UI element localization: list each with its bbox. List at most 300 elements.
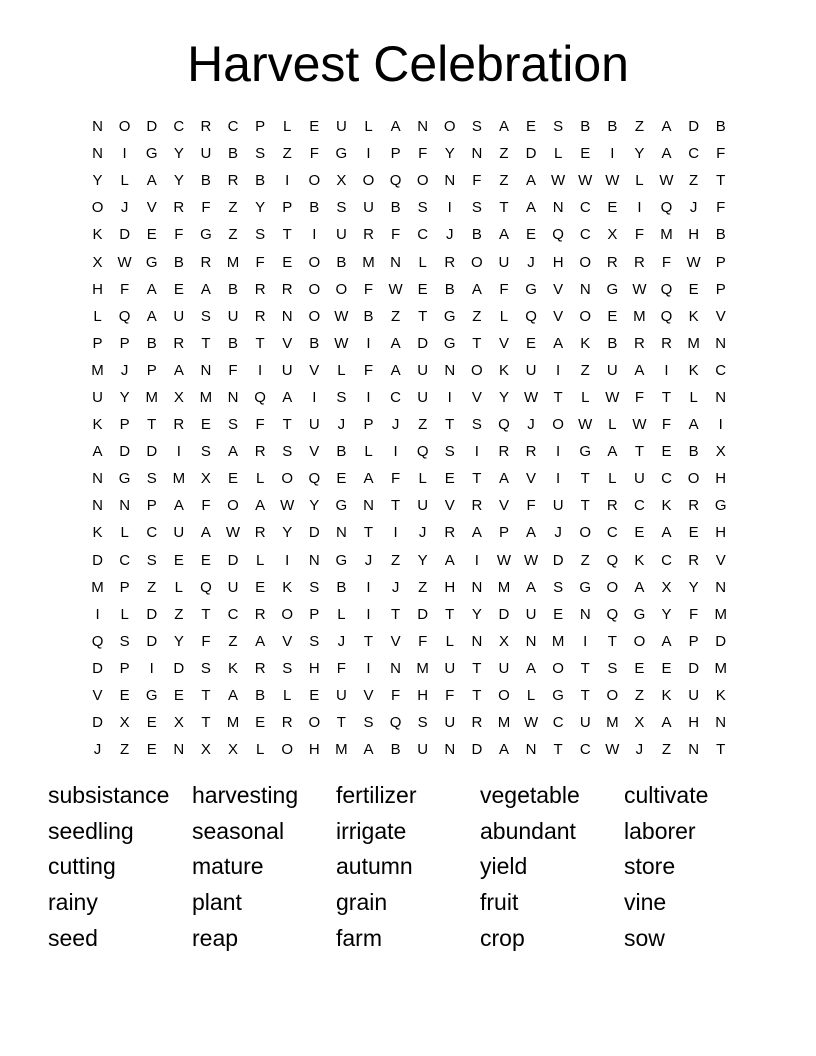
grid-letter: G: [714, 497, 727, 515]
grid-letter: H: [715, 470, 727, 488]
grid-letter: L: [120, 172, 129, 190]
grid-letter: D: [173, 659, 185, 677]
grid-letter: O: [281, 605, 294, 623]
grid-letter: N: [308, 551, 320, 569]
grid-letter: L: [120, 605, 129, 623]
grid-letter: S: [309, 632, 320, 650]
grid-letter: I: [556, 470, 561, 488]
grid-row: [84, 330, 734, 357]
grid-letter: C: [634, 497, 645, 515]
grid-letter: F: [418, 632, 428, 650]
grid-letter: X: [92, 253, 103, 271]
grid-letter: I: [149, 659, 154, 677]
grid-letter: Q: [660, 199, 673, 217]
word-bank-item: crop: [480, 924, 525, 951]
grid-letter: E: [173, 280, 184, 298]
grid-letter: U: [227, 578, 239, 596]
grid-letter: U: [200, 145, 212, 163]
grid-letter: Z: [472, 307, 482, 325]
grid-letter: L: [337, 361, 346, 379]
grid-letter: S: [282, 443, 293, 461]
grid-letter: A: [228, 443, 239, 461]
grid-letter: I: [474, 551, 479, 569]
grid-letter: L: [283, 118, 292, 136]
grid-letter: N: [363, 497, 374, 515]
grid-letter: F: [336, 659, 346, 677]
grid-letter: W: [523, 714, 539, 732]
grid-letter: Z: [228, 632, 238, 650]
grid-letter: W: [605, 172, 620, 190]
grid-letter: U: [335, 226, 347, 244]
grid-letter: M: [633, 307, 646, 325]
grid-letter: F: [309, 145, 319, 163]
word-bank-item: harvesting: [192, 782, 299, 808]
grid-letter: O: [579, 253, 592, 271]
grid-letter: L: [255, 741, 265, 759]
grid-letter: W: [117, 253, 132, 271]
grid-letter: S: [471, 199, 482, 217]
grid-letter: O: [416, 172, 429, 190]
grid-letter: W: [496, 551, 512, 569]
grid-letter: N: [444, 361, 456, 379]
grid-letter: A: [661, 145, 672, 163]
grid-letter: C: [579, 226, 591, 244]
grid-letter: W: [225, 524, 241, 542]
grid-letter: R: [606, 497, 618, 515]
grid-letter: S: [336, 199, 347, 217]
grid-letter: P: [715, 280, 726, 298]
grid-letter: L: [526, 687, 536, 705]
grid-letter: T: [716, 741, 726, 759]
grid-letter: A: [390, 334, 401, 352]
grid-letter: F: [120, 280, 130, 298]
grid-letter: F: [390, 470, 401, 488]
grid-letter: I: [366, 659, 371, 677]
word-bank: [48, 777, 768, 955]
grid-letter: K: [661, 687, 672, 705]
grid-letter: O: [227, 497, 239, 515]
grid-letter: R: [200, 118, 212, 136]
grid-letter: P: [363, 416, 374, 434]
grid-letter: T: [472, 334, 482, 352]
grid-letter: C: [173, 118, 185, 136]
grid-letter: W: [334, 334, 349, 352]
grid-letter: E: [200, 416, 211, 434]
grid-letter: D: [525, 145, 537, 163]
grid-letter: C: [715, 361, 727, 379]
grid-letter: E: [336, 470, 347, 488]
grid-letter: Q: [389, 172, 402, 190]
grid-letter: T: [499, 199, 509, 217]
grid-letter: M: [687, 334, 700, 352]
grid-letter: G: [579, 578, 592, 596]
grid-letter: Q: [254, 388, 266, 406]
grid-letter: R: [173, 416, 185, 434]
grid-letter: P: [146, 361, 157, 379]
word-bank-item: rainy: [48, 889, 98, 916]
grid-letter: J: [527, 253, 535, 271]
grid-letter: D: [688, 118, 700, 136]
grid-letter: L: [608, 416, 617, 434]
grid-letter: T: [201, 334, 211, 352]
grid-letter: K: [688, 307, 699, 325]
grid-letter: A: [471, 280, 482, 298]
grid-letter: S: [200, 659, 211, 677]
grid-letter: B: [444, 280, 455, 298]
grid-letter: O: [281, 741, 294, 759]
grid-letter: G: [335, 497, 348, 515]
grid-letter: F: [201, 199, 211, 217]
grid-letter: R: [634, 253, 645, 271]
grid-letter: K: [688, 361, 699, 379]
grid-letter: N: [715, 714, 727, 732]
grid-letter: T: [580, 470, 590, 488]
grid-letter: X: [607, 226, 618, 244]
grid-letter: K: [498, 361, 509, 379]
grid-letter: U: [335, 118, 347, 136]
grid-letter: A: [228, 687, 239, 705]
grid-letter: A: [498, 118, 509, 136]
grid-letter: U: [444, 659, 456, 677]
grid-letter: T: [255, 334, 265, 352]
grid-letter: F: [499, 280, 509, 298]
grid-letter: L: [445, 632, 454, 650]
grid-letter: Z: [390, 307, 401, 325]
grid-letter: L: [499, 307, 509, 325]
grid-letter: A: [526, 659, 537, 677]
grid-letter: V: [146, 199, 157, 217]
grid-letter: B: [228, 334, 239, 352]
grid-letter: G: [606, 280, 619, 298]
grid-letter: I: [366, 145, 371, 163]
grid-letter: S: [309, 578, 320, 596]
grid-letter: C: [688, 145, 700, 163]
grid-letter: F: [716, 199, 726, 217]
grid-letter: Z: [580, 551, 590, 569]
grid-letter: T: [472, 470, 482, 488]
grid-letter: M: [91, 578, 104, 596]
grid-letter: J: [120, 199, 129, 217]
grid-letter: E: [526, 226, 537, 244]
grid-letter: Z: [634, 687, 644, 705]
grid-letter: U: [498, 659, 510, 677]
grid-letter: T: [553, 388, 563, 406]
grid-row: [84, 357, 734, 384]
grid-letter: O: [308, 172, 321, 190]
grid-letter: T: [201, 687, 211, 705]
grid-row: [84, 492, 734, 519]
grid-letter: X: [336, 172, 347, 190]
grid-letter: V: [553, 307, 564, 325]
grid-letter: Q: [606, 551, 619, 569]
grid-letter: I: [637, 199, 642, 217]
grid-letter: S: [146, 470, 157, 488]
grid-letter: E: [200, 551, 211, 569]
grid-letter: S: [444, 443, 455, 461]
grid-letter: E: [309, 687, 320, 705]
grid-letter: Z: [147, 578, 157, 596]
grid-letter: D: [146, 118, 158, 136]
grid-letter: O: [471, 361, 483, 379]
grid-letter: C: [552, 714, 564, 732]
grid-letter: S: [363, 714, 374, 732]
grid-letter: N: [119, 497, 131, 515]
grid-letter: D: [119, 226, 131, 244]
grid-letter: H: [688, 226, 700, 244]
grid-letter: W: [605, 388, 620, 406]
grid-letter: D: [552, 551, 564, 569]
grid-letter: Z: [418, 416, 428, 434]
grid-letter: J: [446, 226, 454, 244]
grid-letter: T: [580, 497, 590, 515]
grid-row: [84, 167, 734, 194]
grid-letter: I: [556, 361, 561, 379]
grid-letter: W: [388, 280, 403, 298]
grid-letter: X: [119, 714, 130, 732]
grid-letter: Z: [228, 226, 238, 244]
grid-row: [84, 519, 734, 546]
grid-row: [84, 411, 734, 438]
grid-letter: C: [579, 199, 591, 217]
grid-letter: B: [255, 172, 266, 190]
grid-letter: E: [173, 551, 184, 569]
grid-letter: N: [200, 361, 212, 379]
grid-letter: F: [390, 226, 401, 244]
grid-letter: E: [228, 470, 239, 488]
grid-letter: T: [472, 687, 482, 705]
grid-letter: E: [444, 470, 455, 488]
grid-letter: F: [634, 226, 644, 244]
word-bank-item: vegetable: [480, 782, 580, 808]
grid-letter: A: [526, 172, 537, 190]
grid-letter: V: [715, 551, 726, 569]
grid-letter: L: [364, 118, 373, 136]
grid-row: [84, 194, 734, 221]
grid-letter: P: [255, 118, 266, 136]
grid-letter: R: [688, 551, 700, 569]
grid-letter: O: [91, 199, 104, 217]
grid-letter: R: [661, 334, 672, 352]
grid-letter: I: [312, 226, 317, 244]
word-bank-item: fertilizer: [336, 782, 417, 808]
grid-letter: C: [119, 551, 131, 569]
grid-letter: U: [606, 361, 618, 379]
grid-letter: L: [418, 470, 427, 488]
grid-letter: J: [337, 632, 346, 650]
grid-letter: N: [92, 145, 103, 163]
grid-letter: X: [228, 741, 239, 759]
grid-letter: P: [119, 416, 130, 434]
grid-letter: E: [688, 280, 699, 298]
grid-letter: F: [255, 416, 265, 434]
grid-letter: L: [255, 551, 265, 569]
grid-letter: P: [92, 334, 103, 352]
grid-letter: Q: [416, 443, 429, 461]
grid-letter: M: [335, 741, 348, 759]
grid-letter: R: [254, 443, 266, 461]
grid-row: [84, 438, 734, 465]
grid-letter: U: [227, 307, 239, 325]
grid-letter: A: [553, 334, 564, 352]
grid-letter: I: [393, 524, 398, 542]
grid-letter: U: [525, 361, 537, 379]
grid-letter: E: [661, 443, 672, 461]
grid-letter: T: [553, 741, 563, 759]
grid-letter: B: [228, 145, 239, 163]
grid-letter: O: [552, 659, 564, 677]
grid-letter: T: [418, 307, 428, 325]
grid-letter: O: [308, 280, 321, 298]
grid-letter: G: [335, 145, 348, 163]
grid-letter: G: [633, 605, 646, 623]
grid-letter: P: [119, 659, 130, 677]
grid-letter: I: [664, 361, 669, 379]
grid-letter: J: [635, 741, 644, 759]
grid-letter: R: [227, 172, 239, 190]
grid-letter: N: [92, 118, 103, 136]
grid-letter: P: [119, 334, 130, 352]
grid-letter: M: [91, 361, 104, 379]
grid-letter: G: [579, 443, 592, 461]
grid-letter: F: [472, 172, 482, 190]
grid-letter: A: [255, 632, 266, 650]
grid-letter: E: [146, 226, 157, 244]
grid-letter: Z: [689, 172, 699, 190]
grid-letter: D: [417, 334, 429, 352]
grid-letter: B: [309, 199, 320, 217]
grid-letter: R: [254, 605, 266, 623]
grid-letter: A: [146, 172, 157, 190]
grid-letter: C: [417, 226, 429, 244]
word-search-grid: [84, 113, 734, 763]
grid-letter: N: [335, 524, 347, 542]
grid-letter: T: [472, 659, 482, 677]
grid-letter: V: [498, 497, 509, 515]
grid-letter: Z: [661, 741, 672, 759]
grid-letter: P: [688, 632, 699, 650]
grid-letter: A: [92, 443, 103, 461]
grid-letter: A: [146, 280, 157, 298]
grid-row: [84, 248, 734, 275]
grid-letter: H: [308, 659, 320, 677]
grid-letter: S: [282, 659, 293, 677]
grid-letter: V: [498, 334, 509, 352]
grid-letter: Q: [498, 416, 510, 434]
grid-letter: E: [309, 118, 320, 136]
grid-letter: K: [282, 578, 293, 596]
grid-letter: S: [417, 714, 428, 732]
grid-letter: A: [444, 551, 455, 569]
grid-letter: T: [607, 632, 617, 650]
grid-letter: B: [688, 443, 699, 461]
grid-letter: G: [335, 551, 348, 569]
grid-letter: A: [146, 307, 157, 325]
grid-letter: A: [526, 578, 537, 596]
grid-letter: N: [525, 741, 537, 759]
grid-letter: N: [92, 497, 103, 515]
grid-letter: N: [92, 470, 103, 488]
word-bank-item: plant: [192, 889, 242, 916]
grid-letter: G: [145, 687, 158, 705]
grid-letter: C: [661, 470, 672, 488]
grid-letter: I: [122, 145, 127, 163]
word-bank-item: sow: [624, 924, 665, 951]
grid-letter: L: [581, 388, 590, 406]
grid-letter: R: [525, 443, 537, 461]
word-bank-item: mature: [192, 853, 264, 880]
grid-letter: T: [282, 226, 292, 244]
grid-letter: S: [417, 199, 428, 217]
grid-letter: M: [172, 470, 186, 488]
grid-letter: A: [390, 118, 401, 136]
grid-letter: I: [312, 388, 317, 406]
grid-letter: S: [146, 551, 157, 569]
grid-letter: L: [418, 253, 427, 271]
grid-letter: I: [610, 145, 615, 163]
grid-letter: V: [444, 497, 455, 515]
grid-letter: G: [118, 470, 131, 488]
grid-letter: M: [714, 659, 727, 677]
grid-letter: Z: [499, 172, 509, 190]
grid-letter: Y: [661, 605, 672, 623]
grid-letter: H: [308, 741, 320, 759]
grid-letter: W: [578, 416, 593, 434]
grid-letter: A: [173, 497, 184, 515]
grid-row: [84, 303, 734, 330]
grid-letter: F: [661, 253, 672, 271]
grid-letter: J: [120, 361, 129, 379]
grid-letter: E: [119, 687, 130, 705]
grid-row: [84, 655, 734, 682]
grid-letter: X: [200, 470, 211, 488]
page-title: Harvest Celebration: [187, 36, 629, 92]
grid-letter: R: [254, 307, 266, 325]
grid-letter: X: [715, 443, 726, 461]
grid-letter: B: [146, 334, 157, 352]
grid-letter: S: [119, 632, 130, 650]
grid-letter: K: [92, 416, 103, 434]
grid-letter: N: [579, 605, 591, 623]
grid-letter: B: [309, 334, 320, 352]
grid-letter: V: [282, 632, 293, 650]
grid-letter: X: [498, 632, 509, 650]
grid-letter: L: [689, 388, 698, 406]
grid-letter: E: [146, 741, 157, 759]
grid-letter: H: [688, 714, 700, 732]
grid-letter: W: [334, 307, 349, 325]
grid-row: [84, 384, 734, 411]
grid-letter: C: [579, 741, 591, 759]
grid-letter: L: [93, 307, 102, 325]
grid-letter: T: [363, 632, 374, 650]
word-bank-item: subsistance: [48, 782, 170, 808]
grid-letter: D: [471, 741, 483, 759]
grid-letter: I: [95, 605, 100, 623]
grid-row: [84, 736, 734, 763]
grid-letter: K: [715, 687, 726, 705]
grid-letter: F: [390, 687, 401, 705]
grid-letter: A: [526, 199, 537, 217]
grid-letter: F: [634, 388, 644, 406]
grid-letter: T: [390, 605, 401, 623]
grid-letter: A: [363, 741, 374, 759]
grid-letter: D: [308, 524, 320, 542]
grid-letter: Z: [580, 361, 590, 379]
grid-letter: Y: [417, 551, 428, 569]
grid-letter: O: [606, 578, 619, 596]
grid-letter: B: [363, 307, 374, 325]
grid-letter: M: [551, 632, 565, 650]
